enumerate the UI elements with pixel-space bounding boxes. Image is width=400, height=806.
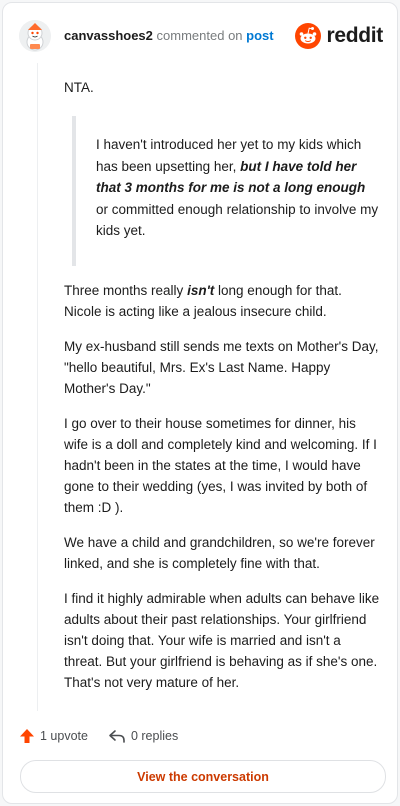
comment-header — [19, 15, 383, 55]
upvote-count: 1 upvote — [40, 729, 88, 743]
username-link[interactable]: canvasshoes2 — [64, 28, 153, 43]
post-link[interactable]: post — [246, 28, 274, 43]
reply-button[interactable] — [108, 728, 178, 744]
view-conversation-button[interactable]: View the conversation — [20, 760, 386, 793]
reddit-alien-icon — [295, 23, 321, 49]
upvote-button[interactable] — [19, 728, 88, 744]
quote-text-start: I haven't introduced her yet to my kids which has been upsetting her, — [96, 137, 362, 174]
embedded-comment-card — [2, 2, 398, 804]
emphasis-text: isn't — [187, 283, 215, 298]
comment-body — [64, 77, 380, 707]
quote-text-bold: but I have told her that 3 months for me is not a long enough — [96, 158, 366, 195]
user-avatar[interactable] — [19, 20, 51, 52]
comment-intro: NTA. — [64, 80, 94, 95]
avatar-icon — [19, 20, 51, 52]
comment-paragraph-5: I find it highly admirable when adults can behave like adults about their past relationships. Your girlfriend isn't doing that. Your wife is married and isn't a threat. But your girlfriend is behaving as if she's one. That's not very mature of her. — [64, 591, 380, 690]
comment-paragraph-3: I go over to their house sometimes for dinner, his wife is a doll and completely kind and welcoming. If I hadn't been in the states at the time, I would have gone to their wedding (yes, I was invited by both of them :D ). — [64, 416, 377, 515]
upvote-arrow-icon — [19, 728, 35, 744]
paragraph-text: long enough for that. Nicole is acting like a jealous insecure child. — [64, 283, 342, 319]
paragraph-text: Three months really — [64, 283, 188, 298]
reddit-logo[interactable] — [295, 23, 383, 49]
comment-byline — [64, 28, 274, 43]
comment-paragraph-4: We have a child and grandchildren, so we're forever linked, and she is completely fine with that. — [64, 535, 375, 571]
comment-paragraph-2: My ex-husband still sends me texts on Mother's Day, "hello beautiful, Mrs. Ex's Last Name. Happy Mother's Day." — [64, 339, 379, 396]
thread-line — [37, 63, 38, 711]
byline-action: commented on — [156, 28, 243, 43]
brand-wordmark: reddit — [326, 24, 383, 47]
comment-paragraph-1 — [64, 280, 380, 322]
comment-actions — [19, 725, 198, 747]
reply-count: 0 replies — [130, 729, 179, 743]
reply-arrow-icon — [108, 728, 126, 744]
quote-text-end: or committed enough relationship to involve my kids yet. — [96, 201, 379, 238]
blockquote — [72, 116, 380, 266]
